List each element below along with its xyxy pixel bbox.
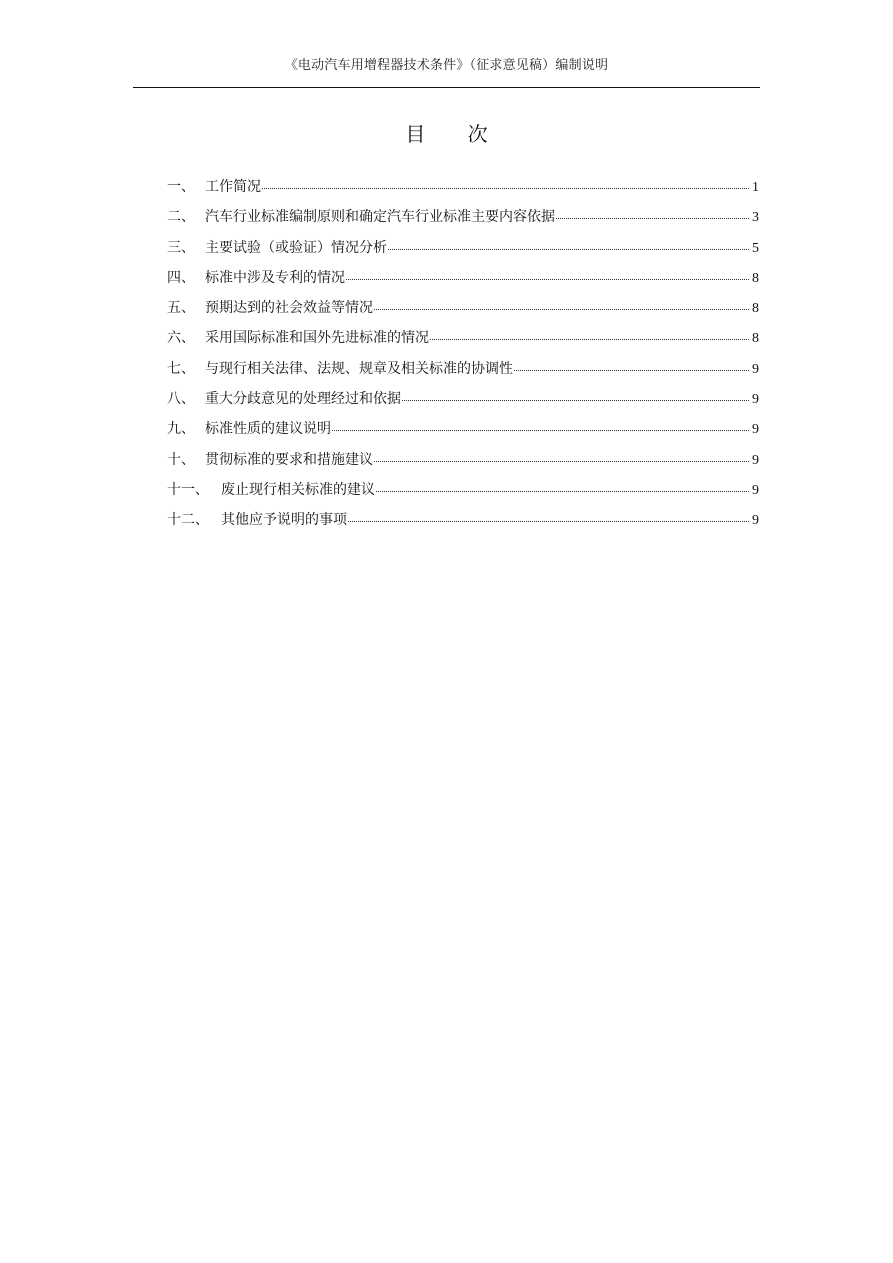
toc-entry-title: 废止现行相关标准的建议 [221, 481, 375, 498]
header-rule [133, 87, 760, 88]
toc-entry-number: 六、 [167, 330, 195, 347]
toc-entry-number: 七、 [167, 360, 195, 377]
toc-entry[interactable] [167, 233, 759, 263]
toc-entry-title: 贯彻标准的要求和措施建议 [205, 451, 373, 468]
toc-entry[interactable] [167, 172, 759, 202]
toc-entry[interactable] [167, 445, 759, 475]
toc-entry[interactable] [167, 384, 759, 414]
toc-entry-number: 八、 [167, 391, 195, 408]
toc-entry-title: 与现行相关法律、法规、规章及相关标准的协调性 [205, 360, 513, 377]
dot-leader [374, 461, 749, 462]
toc-entry-page: 9 [752, 392, 759, 408]
toc-entry-title: 采用国际标准和国外先进标准的情况 [205, 330, 429, 347]
toc-entry-title: 工作简况 [205, 179, 261, 195]
toc-entry-page: 9 [752, 361, 759, 377]
toc-title: 目 次 [405, 122, 506, 146]
dot-leader [374, 309, 749, 310]
dot-leader [348, 521, 749, 522]
toc-entry-number: 十、 [167, 451, 195, 468]
toc-entry-title: 预期达到的社会效益等情况 [205, 300, 373, 317]
toc-entry-number: 九、 [167, 421, 195, 438]
dot-leader [332, 430, 749, 431]
dot-leader [262, 188, 749, 189]
toc-entry[interactable] [167, 323, 759, 353]
dot-leader [556, 218, 749, 219]
dot-leader [376, 491, 749, 492]
toc-entry[interactable] [167, 354, 759, 384]
toc-entry[interactable] [167, 202, 759, 232]
toc-entry-page: 9 [752, 452, 759, 468]
toc-entry-title: 其他应予说明的事项 [221, 512, 347, 529]
toc-entry[interactable] [167, 414, 759, 444]
toc-entry-page: 9 [752, 482, 759, 498]
toc-entry-number: 十二、 [167, 512, 209, 529]
toc-entry[interactable] [167, 475, 759, 505]
dot-leader [346, 279, 749, 280]
toc-entry[interactable] [167, 293, 759, 323]
toc-entry-number: 四、 [167, 269, 195, 286]
toc-entry-page: 5 [752, 240, 759, 256]
toc-entry-number: 一、 [167, 179, 195, 195]
toc-entry-page: 8 [752, 270, 759, 286]
dot-leader [402, 400, 749, 401]
toc-entry-page: 9 [752, 422, 759, 438]
toc-entry-number: 五、 [167, 300, 195, 317]
toc-entry-number: 二、 [167, 209, 195, 226]
dot-leader [430, 339, 749, 340]
dot-leader [514, 370, 749, 371]
toc-entry-title: 重大分歧意见的处理经过和依据 [205, 391, 401, 408]
toc-entry-title: 汽车行业标准编制原则和确定汽车行业标准主要内容依据 [205, 209, 555, 226]
toc-entry-page: 3 [752, 210, 759, 226]
toc-list [167, 172, 759, 536]
toc-entry-title: 标准性质的建议说明 [205, 421, 331, 438]
toc-entry-page: 8 [752, 331, 759, 347]
toc-entry-page: 1 [752, 180, 759, 195]
toc-entry-page: 9 [752, 513, 759, 529]
page-header: 《电动汽车用增程器技术条件》（征求意见稿）编制说明 [284, 58, 609, 73]
toc-entry-page: 8 [752, 301, 759, 317]
toc-entry-number: 三、 [167, 239, 195, 256]
toc-entry[interactable] [167, 263, 759, 293]
dot-leader [388, 249, 749, 250]
toc-entry[interactable] [167, 505, 759, 535]
toc-entry-number: 十一、 [167, 481, 209, 498]
toc-entry-title: 标准中涉及专利的情况 [205, 269, 345, 286]
toc-entry-title: 主要试验（或验证）情况分析 [205, 239, 387, 256]
